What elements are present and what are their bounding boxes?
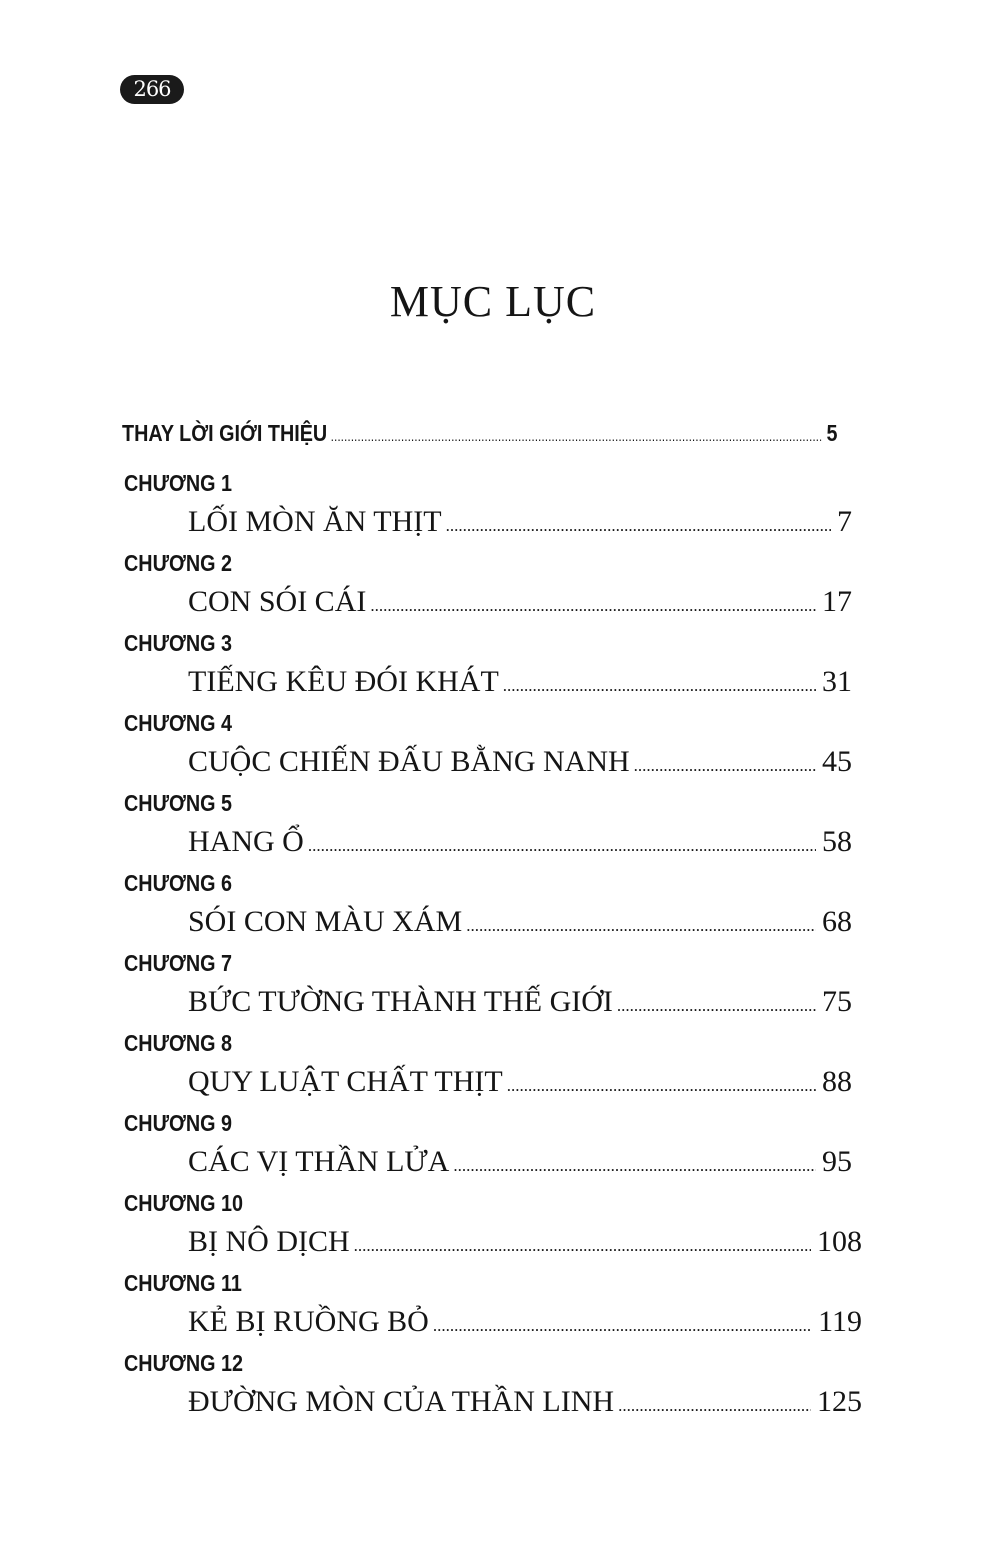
dot-leader (370, 596, 816, 616)
chapter-heading-5: CHƯƠNG 5 (124, 790, 233, 816)
dot-leader (617, 996, 816, 1016)
dot-leader (453, 1156, 816, 1176)
toc-entry-title: BỨC TƯỜNG THÀNH THẾ GIỚI (188, 985, 613, 1018)
toc-entry-chapter-11[interactable] (188, 1305, 862, 1339)
toc-entry-page: 45 (822, 745, 852, 778)
toc-entry-title: SÓI CON MÀU XÁM (188, 905, 463, 938)
toc-entry-chapter-7[interactable] (188, 985, 852, 1019)
dot-leader (507, 1076, 816, 1096)
chapter-heading-8: CHƯƠNG 8 (124, 1030, 233, 1056)
dot-leader (446, 516, 831, 536)
toc-entry-page: 95 (822, 1145, 852, 1178)
toc-entry-intro[interactable] (122, 420, 838, 447)
toc-entry-page: 125 (817, 1385, 862, 1418)
toc-entry-chapter-3[interactable] (188, 665, 852, 699)
chapter-heading-6: CHƯƠNG 6 (124, 870, 233, 896)
toc-entry-title: ĐƯỜNG MÒN CỦA THẦN LINH (188, 1385, 615, 1418)
chapter-heading-12: CHƯƠNG 12 (124, 1350, 244, 1376)
dot-leader (618, 1396, 811, 1416)
toc-entry-page: 7 (837, 505, 852, 538)
dot-leader (308, 836, 816, 856)
chapter-heading-7: CHƯƠNG 7 (124, 950, 233, 976)
toc-entry-title: CUỘC CHIẾN ĐẤU BẰNG NANH (188, 745, 630, 778)
toc-entry-chapter-10[interactable] (188, 1225, 862, 1259)
toc-entry-chapter-4[interactable] (188, 745, 852, 779)
toc-entry-chapter-6[interactable] (188, 905, 852, 939)
chapter-heading-4: CHƯƠNG 4 (124, 710, 233, 736)
page-number-badge: 266 (120, 75, 184, 104)
toc-entry-page: 31 (822, 665, 852, 698)
chapter-heading-9: CHƯƠNG 9 (124, 1110, 233, 1136)
toc-entry-chapter-12[interactable] (188, 1385, 862, 1419)
toc-entry-title: CÁC VỊ THẦN LỬA (188, 1145, 450, 1178)
toc-entry-title: HANG Ổ (188, 825, 304, 858)
toc-entry-chapter-5[interactable] (188, 825, 852, 859)
dot-leader (466, 916, 816, 936)
toc-entry-page: 88 (822, 1065, 852, 1098)
chapter-heading-2: CHƯƠNG 2 (124, 550, 233, 576)
toc-entry-title: LỐI MÒN ĂN THỊT (188, 505, 442, 538)
toc-entry-page: 5 (826, 420, 838, 446)
dot-leader (433, 1316, 812, 1336)
chapter-heading-1: CHƯƠNG 1 (124, 470, 233, 496)
chapter-heading-10: CHƯƠNG 10 (124, 1190, 244, 1216)
dot-leader (634, 756, 816, 776)
toc-entry-chapter-8[interactable] (188, 1065, 852, 1099)
dot-leader (331, 428, 822, 444)
toc-entry-page: 68 (822, 905, 852, 938)
toc-entry-title: CON SÓI CÁI (188, 585, 367, 618)
toc-entry-title: KẺ BỊ RUỒNG BỎ (188, 1305, 429, 1338)
toc-entry-page: 108 (817, 1225, 862, 1258)
toc-entry-chapter-2[interactable] (188, 585, 852, 619)
chapter-heading-11: CHƯƠNG 11 (124, 1270, 242, 1296)
toc-entry-chapter-1[interactable] (188, 505, 852, 539)
dot-leader (354, 1236, 811, 1256)
toc-entry-page: 75 (822, 985, 852, 1018)
toc-entry-chapter-9[interactable] (188, 1145, 852, 1179)
toc-entry-page: 17 (822, 585, 852, 618)
toc-entry-label: THAY LỜI GIỚI THIỆU (122, 420, 328, 446)
dot-leader (503, 676, 816, 696)
toc-entry-page: 58 (822, 825, 852, 858)
chapter-heading-3: CHƯƠNG 3 (124, 630, 233, 656)
toc-entry-title: BỊ NÔ DỊCH (188, 1225, 350, 1258)
toc-entry-page: 119 (818, 1305, 862, 1338)
toc-entry-title: QUY LUẬT CHẤT THỊT (188, 1065, 503, 1098)
page-title: MỤC LỤC (389, 277, 597, 326)
toc-entry-title: TIẾNG KÊU ĐÓI KHÁT (188, 665, 499, 698)
